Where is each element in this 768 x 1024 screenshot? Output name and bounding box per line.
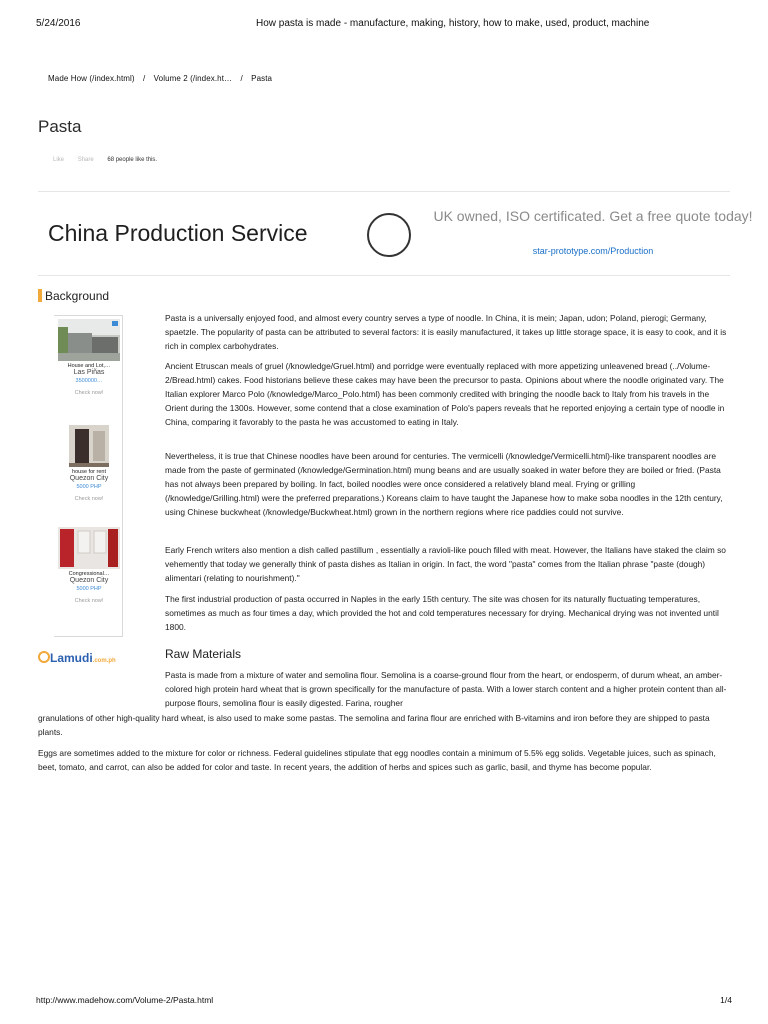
paragraph-intro: Pasta is a universally enjoyed food, and almost every country serves a type of noodle. In China, it is mein; Japan, udon; Poland, pierogi; Germany, spaetzle. The popularity of pasta can be attributed to several factors: it is easily manufactured, it takes up little storage space, it is easy to cook, and it is rich in complex carbohydrates. xyxy=(165,313,727,351)
paragraph-industrial-production: The first industrial production of pasta occurred in Naples in the early 15th century. The site was chosen for its naturally fluctuating temperatures, sometimes as much as four times a day, which provided the hot and cold temperatures necessary for drying. Mechanical drying was not invented until 1800. xyxy=(165,594,719,632)
listing-name: House and Lot,… xyxy=(67,363,111,369)
building-photo-icon xyxy=(58,527,120,569)
paragraph-french-writers: Early French writers also mention a dish called pastillum , essentially a ravioli-like pouch filled with meat. However, the Italians have staked the claim so vehemently that today we generally think of pasta dishes as Italian in origin. In fact, the word "pasta" comes from the Italian phrase "paste (dough) alimentari (relating to nourishment)." xyxy=(165,545,726,583)
listing-photo[interactable] xyxy=(58,319,120,361)
listing-card[interactable] xyxy=(56,527,122,604)
breadcrumb-pasta: Pasta xyxy=(251,74,273,83)
section-heading-background: Background xyxy=(38,289,109,303)
ad-text[interactable]: UK owned, ISO certificated. Get a free quote today! xyxy=(433,208,753,224)
listing-photo[interactable] xyxy=(58,425,120,467)
like-button[interactable]: Like xyxy=(53,157,65,163)
print-date: 5/24/2016 xyxy=(36,18,81,29)
check-now-link[interactable]: Check now! xyxy=(74,496,104,502)
like-count: 68 people like this. xyxy=(107,157,158,163)
page-number: 1/4 xyxy=(720,995,732,1005)
breadcrumb-separator: / xyxy=(240,74,243,83)
house-photo-icon xyxy=(58,319,120,361)
heading-accent-bar xyxy=(38,289,42,302)
listing-name: house for rent xyxy=(72,469,106,475)
breadcrumb-volume-2[interactable]: Volume 2 (/index.ht… xyxy=(153,74,233,83)
listing-place: Quezon City xyxy=(69,475,109,482)
lamudi-mark-icon xyxy=(38,651,50,663)
paragraph-history: Ancient Etruscan meals of gruel (/knowledge/Gruel.html) and porridge were eventually replaced with more appetizing unleavened bread (../Volume-2/Bread.html) cakes. Food historians believe these cakes may have been the precursor to pasta. Opinions about where the noodle originated vary. The Italian explorer Marco Polo (/knowledge/Marco_Polo.html) has been commonly credited with bringing the noodle back to Italy from his travels in the Orient during the 1300s. However, some contend that a close examination of Polo's papers reveals that he reported enjoying a certain type of noodle in China, comparing it favorably to the pasta he was accustomed to eating in Italy. xyxy=(165,361,725,427)
listing-card[interactable] xyxy=(56,425,122,502)
paragraph-raw-materials-start: Pasta is made from a mixture of water and semolina flour. Semolina is a coarse-ground flour from the heart, or endosperm, of durum wheat, an amber-colored high protein hard wheat that is grown specifically for the manufacture of pasta. With a lower starch content and a higher protein content than all-purpose flours, semolina flour is easily digested. Farina, rougher xyxy=(165,670,727,708)
sidebar-ad-listings xyxy=(54,315,123,637)
ad-title[interactable]: China Production Service xyxy=(48,220,308,246)
print-footer xyxy=(36,995,732,1005)
listing-place: Las Piñas xyxy=(73,369,105,376)
listing-price: 5000 PHP xyxy=(76,586,102,592)
share-button[interactable]: Share xyxy=(77,157,94,163)
paragraph-raw-materials-cont: granulations of other high-quality hard wheat, is also used to make some pastas. The semolina and farina flour are enriched with B-vitamins and iron before they are shipped to pasta plants. xyxy=(38,713,710,737)
print-title: How pasta is made - manufacture, making, history, how to make, used, product, machine xyxy=(256,18,650,29)
check-now-link[interactable]: Check now! xyxy=(74,598,104,604)
paragraph-eggs: Eggs are sometimes added to the mixture for color or richness. Federal guidelines stipulate that egg noodles contain a minimum of 5.5% egg solids. Vegetable juices, such as spinach, beet, tomato, and carrot, can also be added for color and taste. In recent years, the addition of herbs and spices such as garlic, basil, and thyme has become popular. xyxy=(38,748,716,772)
listing-name: Congressional… xyxy=(68,571,110,577)
listing-photo[interactable] xyxy=(58,527,120,569)
breadcrumb-made-how[interactable]: Made How (/index.html) xyxy=(48,74,135,83)
footer-url: http://www.madehow.com/Volume-2/Pasta.html xyxy=(36,995,214,1005)
ad-link[interactable]: star-prototype.com/Production xyxy=(532,246,654,256)
social-bar xyxy=(53,157,157,163)
room-photo-icon xyxy=(69,425,109,467)
divider xyxy=(38,275,730,276)
listing-price: 5000 PHP xyxy=(76,484,102,490)
lamudi-logo[interactable]: Lamudi.com.ph xyxy=(38,651,116,665)
breadcrumb-separator: / xyxy=(143,74,146,83)
listing-place: Quezon City xyxy=(69,577,109,584)
listing-card[interactable] xyxy=(56,319,122,396)
check-now-link[interactable]: Check now! xyxy=(74,390,104,396)
ad-loading-circle-icon xyxy=(367,213,411,257)
listing-price: 3500000… xyxy=(75,378,103,384)
page-title: Pasta xyxy=(38,117,82,136)
divider xyxy=(38,191,730,192)
breadcrumb xyxy=(48,74,272,83)
section-heading-raw-materials: Raw Materials xyxy=(165,647,242,661)
paragraph-chinese-noodles: Nevertheless, it is true that Chinese noodles have been around for centuries. The vermicelli (/knowledge/Vermicelli.html)-like transparent noodles are made from the paste of germinated (/knowledge/Germination.html) mung beans and are usually soaked in water before they are boiled or fried. (Pasta has not always been prepared by boiling. In fact, boiled noodles were once considered a relatively bland meal. Frying or grilling (/knowledge/Grilling.html) were the preferred preparations.) Koreans claim to have taught the Japanese how to make soba noodles in the 12th century, using Chinese buckwheat (/knowledge/Buckwheat.html) grown in the northern regions where rice paddies could not survive. xyxy=(165,451,723,517)
